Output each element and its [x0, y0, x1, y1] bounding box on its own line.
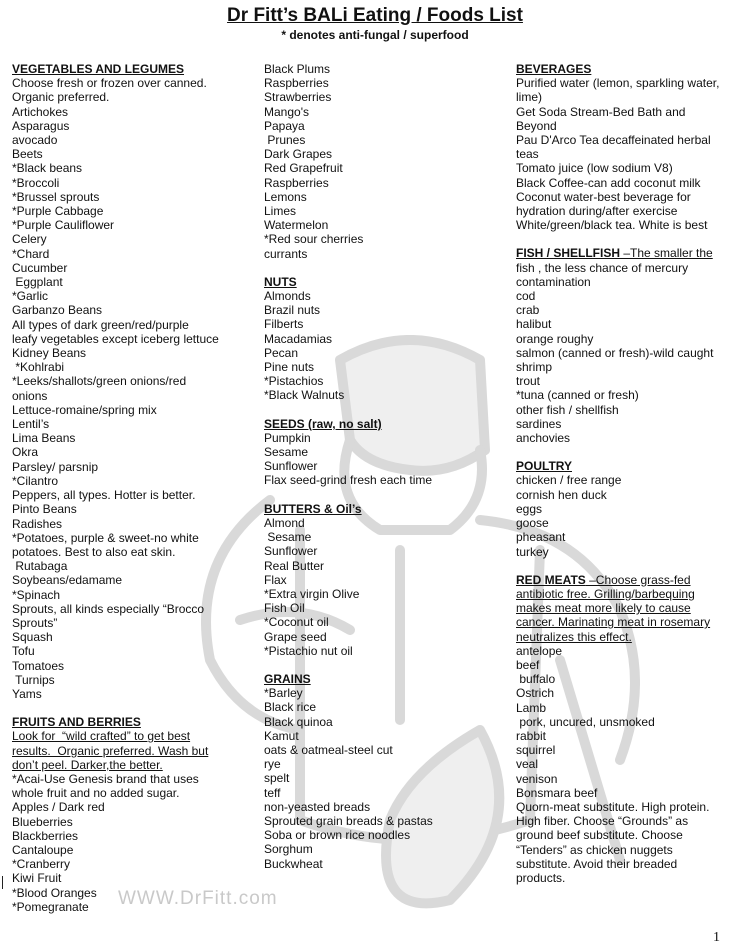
- list-item: *Cilantro: [12, 473, 59, 488]
- list-item: Almonds: [264, 289, 311, 304]
- list-item: anchovies: [516, 431, 571, 446]
- document-header: [0, 4, 750, 42]
- list-item: chicken / free range: [516, 473, 622, 488]
- list-item: *Pistachio nut oil: [264, 643, 353, 658]
- red-meats-heading: [516, 573, 738, 587]
- list-item: Beets: [12, 147, 43, 162]
- list-item: Lentil’s: [12, 417, 50, 432]
- page-number: 1: [713, 930, 720, 945]
- list-item: *Purple Cabbage: [12, 204, 104, 219]
- list-item: *Acai-Use Genesis brand that uses: [12, 771, 199, 786]
- list-item: *Potatoes, purple & sweet-no white: [12, 530, 199, 545]
- list-item: Radishes: [12, 516, 63, 531]
- list-item: venison: [516, 771, 558, 786]
- list-item: buffalo: [516, 672, 556, 687]
- list-item: Cucumber: [12, 260, 68, 275]
- list-item: antibiotic free. Grilling/barbequing: [516, 586, 695, 601]
- list-item: crab: [516, 303, 540, 318]
- list-item: Sorghum: [264, 842, 313, 857]
- list-item: Kidney Beans: [12, 346, 87, 361]
- list-item: other fish / shellfish: [516, 402, 619, 417]
- list-item: Sunflower: [264, 459, 318, 474]
- list-item: cancer. Marinating meat in rosemary: [516, 615, 711, 630]
- list-item: *Black Walnuts: [264, 388, 345, 403]
- spacer: [264, 261, 479, 275]
- list-item: Black Coffee-can add coconut milk: [516, 175, 701, 190]
- list-item: Pine nuts: [264, 360, 315, 375]
- list-item: neutralizes this effect.: [516, 629, 632, 644]
- list-item: Lemons: [264, 189, 307, 204]
- vegetables-heading: VEGETABLES AND LEGUMES: [12, 62, 185, 76]
- list-item: Get Soda Stream-Bed Bath and: [516, 104, 686, 119]
- list-item: Organic preferred.: [12, 90, 110, 105]
- list-item: Raspberries: [264, 175, 329, 190]
- poultry-list: [516, 473, 738, 558]
- list-item: Bonsmara beef: [516, 785, 598, 800]
- list-item: Flax: [264, 572, 287, 587]
- list-item: *Coconut oil: [264, 615, 329, 630]
- fish-heading-note: –The smaller the: [620, 246, 713, 261]
- list-item: goose: [516, 516, 549, 531]
- list-item: Buckwheat: [264, 856, 323, 871]
- list-item: Lima Beans: [12, 431, 76, 446]
- list-item: Pau D'Arco Tea decaffeinated herbal: [516, 133, 711, 148]
- list-item: *Barley: [264, 686, 303, 701]
- list-item: Filberts: [264, 317, 304, 332]
- list-item: Black quinoa: [264, 714, 333, 729]
- list-item: antelope: [516, 643, 563, 658]
- list-item: Watermelon: [264, 218, 329, 233]
- list-item: leafy vegetables except iceberg lettuce: [12, 331, 219, 346]
- list-item: Sprouts”: [12, 615, 58, 630]
- list-item: non-yeasted breads: [264, 799, 371, 814]
- column-left: [12, 62, 244, 914]
- list-item: veal: [516, 757, 539, 772]
- list-item: Blackberries: [12, 828, 79, 843]
- list-item: Sprouted grain breads & pastas: [264, 813, 433, 828]
- list-item: substitute. Avoid their breaded: [516, 856, 678, 871]
- list-item: *Blood Oranges: [12, 885, 97, 900]
- fruits-note: [12, 729, 244, 772]
- list-item: Red Grapefruit: [264, 161, 343, 176]
- list-item: teff: [264, 785, 281, 800]
- list-item: halibut: [516, 317, 552, 332]
- spacer: [264, 658, 479, 672]
- list-item: Beyond: [516, 118, 557, 133]
- beverages-heading: BEVERAGES: [516, 62, 592, 76]
- column-middle: [264, 62, 479, 871]
- list-item: Dark Grapes: [264, 147, 333, 162]
- list-item: don’t peel. Darker,the better.: [12, 757, 163, 772]
- list-item: cornish hen duck: [516, 487, 607, 502]
- list-item: pork, uncured, unsmoked: [516, 714, 655, 729]
- list-item: *Extra virgin Olive: [264, 586, 360, 601]
- list-item: *Kohlrabi: [12, 360, 65, 375]
- list-item: onions: [12, 388, 48, 403]
- list-item: Tofu: [12, 644, 35, 659]
- butters-list: [264, 516, 479, 658]
- fruits-heading: FRUITS AND BERRIES: [12, 715, 141, 730]
- list-item: Flax seed-grind fresh each time: [264, 473, 433, 488]
- list-item: *Red sour cherries: [264, 232, 364, 247]
- list-item: Celery: [12, 232, 47, 247]
- list-item: *Garlic: [12, 289, 49, 304]
- list-item: potatoes. Best to also eat skin.: [12, 544, 176, 559]
- list-item: ground beef substitute. Choose: [516, 828, 683, 843]
- red-meats-note: [516, 587, 738, 644]
- list-item: *Purple Cauliflower: [12, 218, 115, 233]
- list-item: Yams: [12, 686, 42, 701]
- list-item: rye: [264, 757, 281, 772]
- list-item: Kamut: [264, 728, 299, 743]
- list-item: orange roughy: [516, 331, 594, 346]
- list-item: shrimp: [516, 360, 553, 375]
- list-item: Sesame: [264, 445, 309, 460]
- seeds-list: [264, 431, 479, 488]
- fruits-list: [12, 772, 244, 914]
- list-item: Almond: [264, 515, 305, 530]
- list-item: *Cranberry: [12, 857, 71, 872]
- grains-heading: GRAINS: [264, 671, 311, 686]
- list-item: Blueberries: [12, 814, 73, 829]
- list-item: Soba or brown rice noodles: [264, 828, 411, 843]
- list-item: *tuna (canned or fresh): [516, 388, 639, 403]
- spacer: [264, 488, 479, 502]
- website-watermark: WWW.DrFitt.com: [118, 888, 278, 909]
- list-item: All types of dark green/red/purple: [12, 317, 189, 332]
- list-item: “Tenders” as chicken nuggets: [516, 842, 673, 857]
- list-item: Limes: [264, 204, 297, 219]
- list-item: Peppers, all types. Hotter is better.: [12, 488, 196, 503]
- list-item: Look for “wild crafted” to get best: [12, 729, 191, 744]
- list-item: Parsley/ parsnip: [12, 459, 99, 474]
- list-item: salmon (canned or fresh)-wild caught: [516, 345, 714, 360]
- list-item: avocado: [12, 133, 58, 148]
- list-item: *Chard: [12, 246, 50, 261]
- list-item: sardines: [516, 416, 562, 431]
- list-item: Lettuce-romaine/spring mix: [12, 402, 157, 417]
- list-item: currants: [264, 246, 308, 261]
- list-item: Pinto Beans: [12, 502, 77, 517]
- nuts-heading: NUTS: [264, 274, 297, 289]
- margin-mark: [2, 876, 3, 889]
- list-item: Apples / Dark red: [12, 800, 105, 815]
- list-item: Sprouts, all kinds especially “Brocco: [12, 601, 205, 616]
- list-item: whole fruit and no added sugar.: [12, 786, 180, 801]
- spacer: [516, 445, 738, 459]
- fish-heading: [516, 246, 738, 260]
- list-item: fish , the less chance of mercury: [516, 260, 689, 275]
- list-item: *Broccoli: [12, 175, 60, 190]
- list-item: spelt: [264, 771, 290, 786]
- fruits-list-continued: [264, 62, 479, 261]
- beverages-list: [516, 76, 738, 232]
- list-item: *Spinach: [12, 587, 61, 602]
- list-item: Mango's: [264, 104, 309, 119]
- list-item: teas: [516, 147, 539, 162]
- spacer: [516, 559, 738, 573]
- nuts-list: [264, 289, 479, 403]
- list-item: Tomato juice (low sodium V8): [516, 161, 673, 176]
- vegetables-list: [12, 76, 244, 701]
- list-item: Macadamias: [264, 331, 333, 346]
- list-item: Rutabaga: [12, 559, 68, 574]
- list-item: Okra: [12, 445, 39, 460]
- list-item: *Pistachios: [264, 374, 324, 389]
- list-item: makes meat more likely to cause: [516, 601, 691, 616]
- list-item: Strawberries: [264, 90, 332, 105]
- column-right: [516, 62, 738, 885]
- list-item: Black rice: [264, 700, 317, 715]
- list-item: products.: [516, 870, 566, 885]
- list-item: results. Organic preferred. Wash but: [12, 743, 209, 758]
- list-item: Coconut water-best beverage for: [516, 189, 691, 204]
- fish-list: [516, 261, 738, 446]
- list-item: Asparagus: [12, 118, 70, 133]
- list-item: pheasant: [516, 530, 566, 545]
- list-item: *Pomegranate: [12, 899, 89, 914]
- red-meats-list: [516, 644, 738, 885]
- list-item: Quorn-meat substitute. High protein.: [516, 799, 710, 814]
- list-item: Real Butter: [264, 558, 325, 573]
- list-item: Brazil nuts: [264, 303, 321, 318]
- spacer: [516, 232, 738, 246]
- list-item: turkey: [516, 544, 549, 559]
- list-item: eggs: [516, 501, 543, 516]
- list-item: Sesame: [264, 530, 312, 545]
- list-item: trout: [516, 374, 541, 389]
- list-item: Kiwi Fruit: [12, 871, 62, 886]
- list-item: contamination: [516, 274, 591, 289]
- spacer: [264, 403, 479, 417]
- document-subtitle: * denotes anti-fungal / superfood: [281, 28, 469, 42]
- list-item: *Black beans: [12, 161, 83, 176]
- list-item: Tomatoes: [12, 658, 65, 673]
- list-item: Sunflower: [264, 544, 318, 559]
- list-item: Pumpkin: [264, 430, 311, 445]
- list-item: Raspberries: [264, 76, 329, 91]
- list-item: rabbit: [516, 728, 547, 743]
- list-item: Papaya: [264, 118, 305, 133]
- document-title: Dr Fitt’s BALi Eating / Foods List: [227, 5, 523, 26]
- list-item: Ostrich: [516, 686, 555, 701]
- fish-heading-label: FISH / SHELLFISH: [516, 246, 621, 261]
- list-item: Prunes: [264, 133, 306, 148]
- list-item: Choose fresh or frozen over canned.: [12, 76, 207, 91]
- list-item: High fiber. Choose “Grounds” as: [516, 814, 689, 829]
- list-item: Eggplant: [12, 275, 63, 290]
- red-meats-heading-label: RED MEATS: [516, 572, 586, 587]
- list-item: Garbanzo Beans: [12, 303, 103, 318]
- list-item: lime): [516, 90, 542, 105]
- list-item: oats & oatmeal-steel cut: [264, 742, 393, 757]
- list-item: *Brussel sprouts: [12, 189, 100, 204]
- list-item: Soybeans/edamame: [12, 573, 123, 588]
- spacer: [12, 701, 244, 715]
- list-item: White/green/black tea. White is best: [516, 218, 708, 233]
- list-item: Cantaloupe: [12, 842, 74, 857]
- list-item: squirrel: [516, 743, 556, 758]
- list-item: beef: [516, 657, 540, 672]
- list-item: Pecan: [264, 345, 299, 360]
- list-item: Turnips: [12, 672, 55, 687]
- list-item: Lamb: [516, 700, 547, 715]
- list-item: Black Plums: [264, 62, 331, 76]
- list-item: hydration during/after exercise: [516, 204, 678, 219]
- list-item: Fish Oil: [264, 601, 305, 616]
- list-item: Grape seed: [264, 629, 327, 644]
- list-item: Artichokes: [12, 104, 69, 119]
- list-item: *Leeks/shallots/green onions/red: [12, 374, 187, 389]
- list-item: cod: [516, 289, 536, 304]
- list-item: Squash: [12, 630, 53, 645]
- butters-heading: BUTTERS & Oil’s: [264, 501, 362, 516]
- red-meats-heading-note: –Choose grass-fed: [585, 572, 691, 587]
- list-item: Purified water (lemon, sparkling water,: [516, 76, 720, 91]
- seeds-heading: SEEDS (raw, no salt): [264, 416, 382, 431]
- grains-list: [264, 686, 479, 871]
- poultry-heading: POULTRY: [516, 459, 572, 474]
